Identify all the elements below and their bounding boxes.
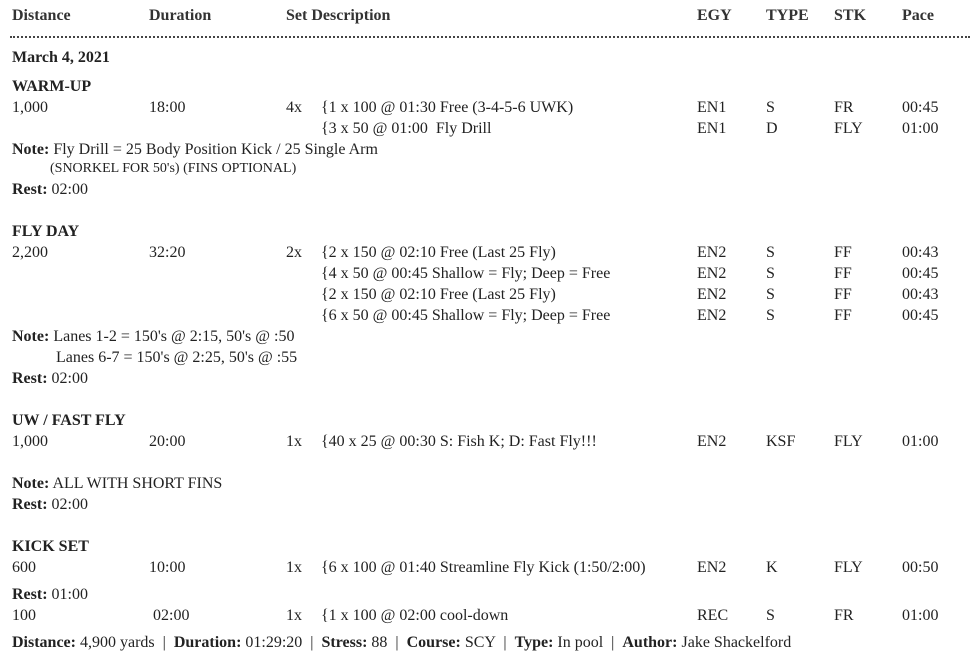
workout-summary <box>12 632 791 653</box>
section-duration: 32:20 <box>149 244 186 261</box>
set-line-type: S <box>766 307 775 324</box>
set-line-stk: FF <box>834 286 852 303</box>
set-line-type: K <box>766 559 778 576</box>
set-line-pace: 01:00 <box>902 120 939 137</box>
set-line-stk: FLY <box>834 559 863 576</box>
section-distance: 1,000 <box>12 99 48 116</box>
section-duration: 18:00 <box>149 99 186 116</box>
summary-separator: | <box>310 634 314 651</box>
set-line-egy: EN2 <box>697 307 727 324</box>
set-line-type: S <box>766 244 775 261</box>
rest-value: 02:00 <box>51 181 88 198</box>
set-line-type: S <box>766 99 775 116</box>
set-line-pace: 00:43 <box>902 286 939 303</box>
note-label: Note: <box>12 328 50 345</box>
cooldown-duration: 02:00 <box>153 607 190 624</box>
summary-distance: 4,900 yards <box>79 634 155 651</box>
set-line-desc: {2 x 150 @ 02:10 Free (Last 25 Fly) <box>321 244 556 261</box>
cooldown-pace: 01:00 <box>902 607 939 624</box>
set-line-desc: {6 x 100 @ 01:40 Streamline Fly Kick (1:50/2:00) <box>321 559 646 576</box>
set-line-stk: FLY <box>834 433 863 450</box>
header-pace: Pace <box>902 7 934 24</box>
section-distance: 1,000 <box>12 433 48 450</box>
set-line-pace: 00:45 <box>902 265 939 282</box>
summary-duration: 01:29:20 <box>245 634 303 651</box>
header-type: TYPE <box>766 7 809 24</box>
cooldown-distance: 100 <box>12 607 36 624</box>
set-line-egy: EN2 <box>697 433 727 450</box>
set-line-type: S <box>766 286 775 303</box>
section-duration: 10:00 <box>149 559 186 576</box>
section-multiplier: 1x <box>286 433 302 450</box>
summary-course: SCY <box>464 634 496 651</box>
summary-separator: | <box>611 634 615 651</box>
section-rest <box>12 584 88 605</box>
set-line-egy: EN2 <box>697 265 727 282</box>
workout-date: March 4, 2021 <box>12 49 110 66</box>
section-multiplier: 1x <box>286 559 302 576</box>
summary-separator: | <box>395 634 399 651</box>
header-divider <box>10 36 970 38</box>
note-extra: Lanes 6-7 = 150's @ 2:25, 50's @ :55 <box>56 349 298 366</box>
note-text: Lanes 1-2 = 150's @ 2:15, 50's @ :50 <box>53 328 295 345</box>
section-title: KICK SET <box>12 538 89 555</box>
set-line-pace: 00:45 <box>902 99 939 116</box>
header-duration: Duration <box>149 7 212 24</box>
set-line-type: S <box>766 265 775 282</box>
rest-label: Rest: <box>12 586 48 603</box>
cooldown-type: S <box>766 607 775 624</box>
header-distance: Distance <box>12 7 71 24</box>
summary-stress: 88 <box>371 634 388 651</box>
note-label: Note: <box>12 141 50 158</box>
summary-distance-label: Distance: <box>12 634 76 651</box>
cooldown-multiplier: 1x <box>286 607 302 624</box>
section-title: FLY DAY <box>12 223 80 240</box>
cooldown-egy: REC <box>697 607 729 624</box>
set-line-stk: FF <box>834 265 852 282</box>
note-label: Note: <box>12 475 50 492</box>
rest-label: Rest: <box>12 370 48 387</box>
header-egy: EGY <box>697 7 732 24</box>
section-note <box>12 326 294 347</box>
section-rest <box>12 494 88 515</box>
section-multiplier: 4x <box>286 99 302 116</box>
set-line-desc: {2 x 150 @ 02:10 Free (Last 25 Fly) <box>321 286 556 303</box>
rest-value: 02:00 <box>51 496 88 513</box>
note-extra: (SNORKEL FOR 50's) (FINS OPTIONAL) <box>50 161 297 176</box>
set-line-pace: 00:43 <box>902 244 939 261</box>
set-line-desc: {6 x 50 @ 00:45 Shallow = Fly; Deep = Free <box>321 307 611 324</box>
cooldown-desc: {1 x 100 @ 02:00 cool-down <box>321 607 509 624</box>
section-note <box>12 473 222 494</box>
rest-label: Rest: <box>12 496 48 513</box>
rest-value: 01:00 <box>51 586 88 603</box>
summary-stress-label: Stress: <box>321 634 368 651</box>
set-line-pace: 01:00 <box>902 433 939 450</box>
section-note <box>12 139 378 160</box>
set-line-egy: EN2 <box>697 286 727 303</box>
set-line-desc: {4 x 50 @ 00:45 Shallow = Fly; Deep = Free <box>321 265 611 282</box>
rest-value: 02:00 <box>51 370 88 387</box>
cooldown-stk: FR <box>834 607 854 624</box>
set-line-stk: FF <box>834 307 852 324</box>
section-distance: 2,200 <box>12 244 48 261</box>
set-line-egy: EN2 <box>697 244 727 261</box>
summary-type: In pool <box>557 634 604 651</box>
set-line-desc: {1 x 100 @ 01:30 Free (3-4-5-6 UWK) <box>321 99 574 116</box>
section-rest <box>12 368 88 389</box>
set-line-type: KSF <box>766 433 796 450</box>
section-title: UW / FAST FLY <box>12 412 126 429</box>
summary-author-label: Author: <box>622 634 678 651</box>
section-distance: 600 <box>12 559 36 576</box>
note-text: ALL WITH SHORT FINS <box>52 475 223 492</box>
header-set-description: Set Description <box>286 7 391 24</box>
rest-label: Rest: <box>12 181 48 198</box>
summary-duration-label: Duration: <box>173 634 242 651</box>
set-line-type: D <box>766 120 778 137</box>
section-title: WARM-UP <box>12 78 92 95</box>
summary-author: Jake Shackelford <box>681 634 792 651</box>
summary-separator: | <box>503 634 507 651</box>
set-line-egy: EN1 <box>697 99 727 116</box>
summary-course-label: Course: <box>406 634 461 651</box>
set-line-egy: EN2 <box>697 559 727 576</box>
set-line-stk: FLY <box>834 120 863 137</box>
set-line-desc: {3 x 50 @ 01:00 Fly Drill <box>321 120 492 137</box>
section-duration: 20:00 <box>149 433 186 450</box>
section-rest <box>12 179 88 200</box>
header-stk: STK <box>834 7 867 24</box>
note-text: Fly Drill = 25 Body Position Kick / 25 Single Arm <box>53 141 378 158</box>
set-line-stk: FF <box>834 244 852 261</box>
summary-separator: | <box>162 634 166 651</box>
set-line-egy: EN1 <box>697 120 727 137</box>
summary-type-label: Type: <box>514 634 554 651</box>
section-multiplier: 2x <box>286 244 302 261</box>
set-line-pace: 00:45 <box>902 307 939 324</box>
set-line-pace: 00:50 <box>902 559 939 576</box>
set-line-desc: {40 x 25 @ 00:30 S: Fish K; D: Fast Fly!!! <box>321 433 597 450</box>
set-line-stk: FR <box>834 99 854 116</box>
